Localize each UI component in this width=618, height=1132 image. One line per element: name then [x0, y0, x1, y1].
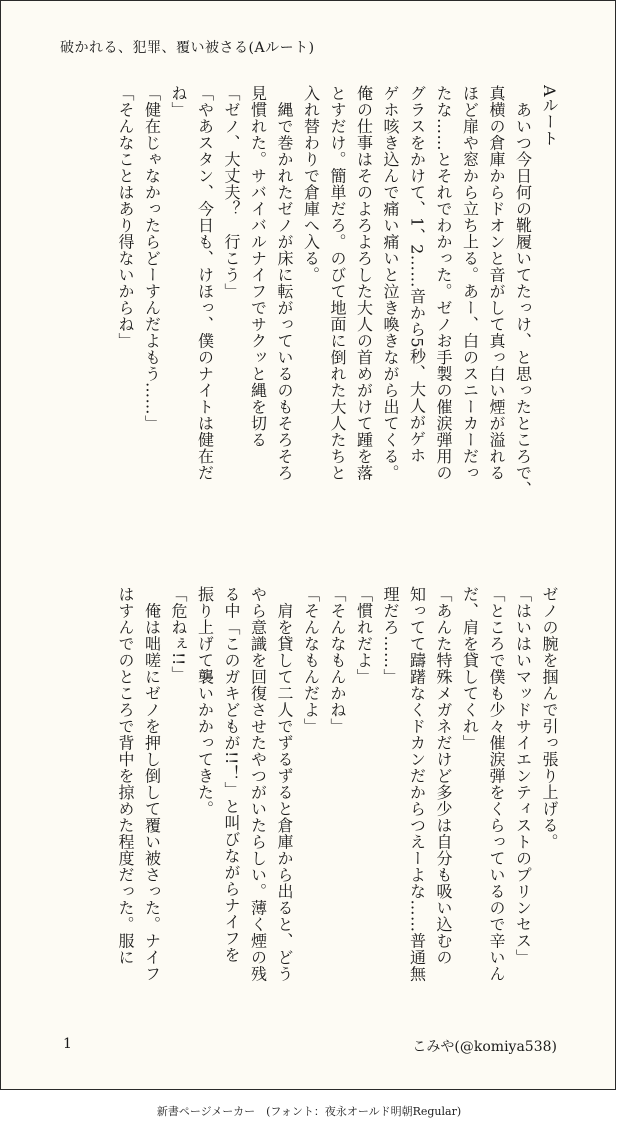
text-line: 「健在じゃなかったらどーすんだよもう……」 — [142, 85, 162, 432]
text-line: 振り上げて襲いかかってきた。 — [195, 586, 215, 817]
text-line: 「そんなことはあり得ないからね」 — [116, 85, 135, 349]
generator-credit: 新書ページメーカー (フォント：夜永オールド明朝Regular) — [156, 1105, 462, 1118]
text-block-top — [61, 85, 561, 540]
text-line: グラスをかけて、1、2……音から5秒、大人がゲホ — [407, 85, 427, 464]
text-line: る中「このガキどもが!!！」と叫びながらナイフを — [222, 586, 241, 963]
text-block-bottom — [61, 586, 561, 1031]
text-line: 俺の仕事はそのよろよろした大人の首めがけて踵を落 — [354, 85, 374, 481]
text-line: 「ところで僕も少々催涙弾をくらっているので辛いん — [487, 586, 506, 982]
text-line: 縄で巻かれたゼノが床に転がっているのもそろそろ — [275, 85, 294, 481]
text-line: 見慣れた。サバイバルナイフでサクッと縄を切る — [248, 85, 268, 448]
text-line: 「ゼノ、大丈夫？ 行こう」 — [222, 85, 241, 300]
text-line: 「やあスタン、今日も、けほっ、僕のナイトは健在だ — [195, 85, 215, 481]
page-number: 1 — [63, 1036, 72, 1052]
text-line: Aルート — [540, 85, 559, 147]
author-credit: こみや(@komiya538) — [412, 1039, 557, 1055]
text-line: 「あんた特殊メガネだけど多少は自分も吸い込むの — [434, 586, 453, 966]
page-title: 破かれる、犯罪、覆い被さる(Aルート) — [60, 40, 315, 56]
text-line: ほど扉や窓から立ち上る。あー、白のスニーカーだっ — [460, 85, 480, 481]
text-line: 「はいはいマッドサイエンティストのプリンセス」 — [513, 586, 533, 966]
text-line: やら意識を回復させたやつがいたらしい。薄く煙の残 — [248, 586, 268, 982]
text-line: 入れ替わりで倉庫へ入る。 — [301, 85, 321, 283]
text-line: はすんでのところで背中を掠めた程度だった。服に — [116, 586, 135, 966]
text-line: 理だろ……」 — [381, 586, 400, 685]
text-line: だ、肩を貸してくれ」 — [460, 586, 480, 751]
text-line: 「慣れだよ」 — [354, 586, 374, 685]
text-line: 肩を貸して二人でずるずると倉庫から出ると、どう — [275, 586, 294, 982]
text-line: 「危ねぇ!!」 — [169, 586, 188, 683]
text-line: 俺は咄嗟にゼノを押し倒して覆い被さった。ナイフ — [142, 586, 162, 982]
text-line: ゲホ咳き込んで痛い痛いと泣き喚きながら出てくる。 — [381, 85, 400, 481]
text-line: 「そんなもんだよ」 — [301, 586, 321, 735]
text-line: ゼノの腕を掴んで引っ張り上げる。 — [540, 586, 559, 850]
text-line: あいつ今日何の靴履いてたっけ、と思ったところで、 — [513, 85, 533, 498]
text-line: 知ってて躊躇なくドカンだからつえーよな……普通無 — [407, 586, 427, 982]
text-line: たな……とそれでわかった。ゼノお手製の催涙弾用の — [434, 85, 453, 481]
text-line: とすだけ。簡単だろ。のびて地面に倒れた大人たちと — [328, 85, 347, 481]
text-line: ね」 — [169, 85, 188, 118]
text-line: 真横の倉庫からドオンと音がして真っ白い煙が溢れる — [487, 85, 506, 481]
text-line: 「そんなもんかね」 — [328, 586, 347, 735]
